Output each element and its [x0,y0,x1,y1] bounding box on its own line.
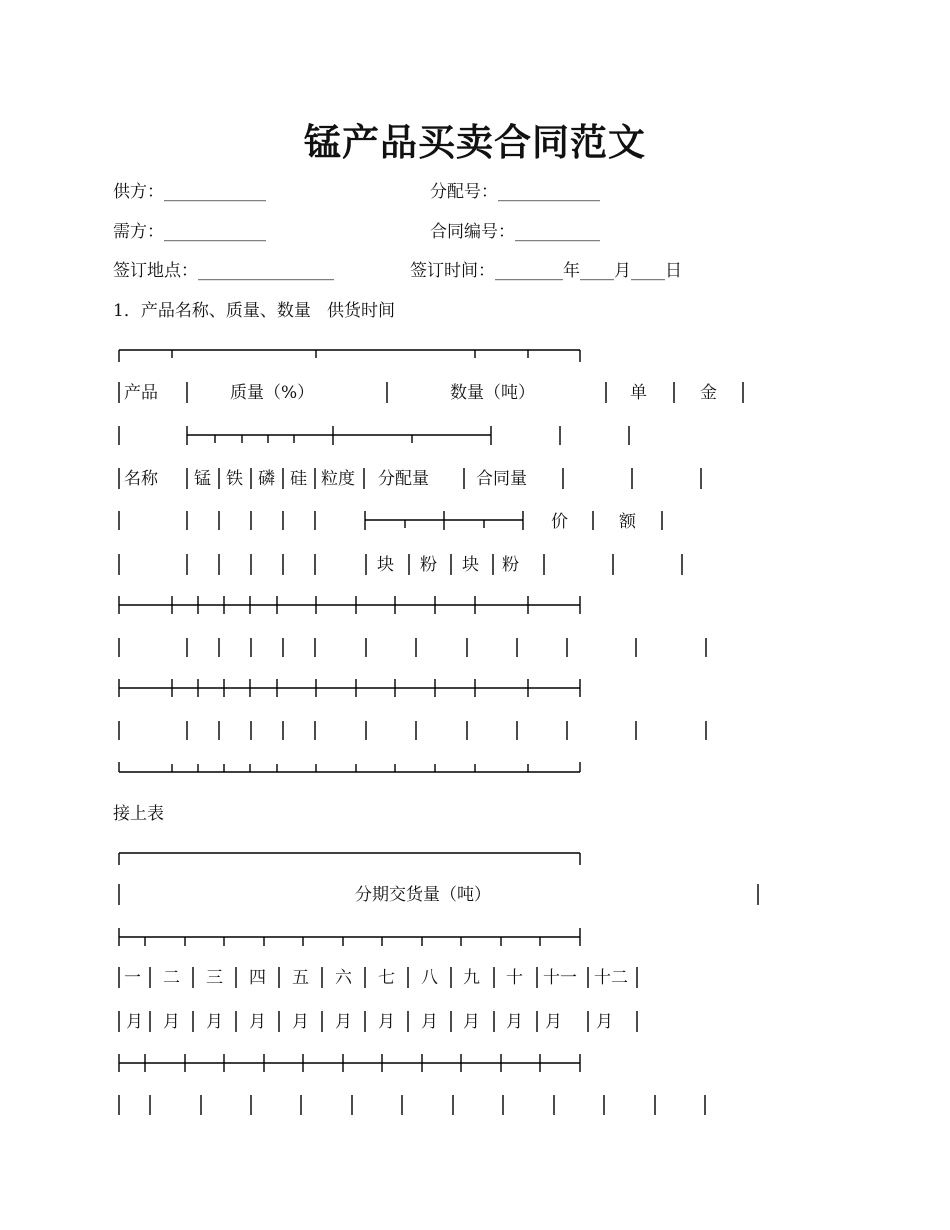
month-number: 八 [421,968,438,988]
table1-contracted-header: 合同量 [476,469,527,489]
table1-price-label: 价 [551,512,568,532]
allocation-no-field: 分配号：____________ [430,182,600,202]
table1-sub-col: 粉 [502,555,519,575]
month-word: 月 [126,1012,143,1032]
month-number: 十二 [594,968,628,988]
table1-value-label: 额 [619,512,636,532]
month-number: 七 [378,968,395,988]
month-word: 月 [292,1012,309,1032]
month-word: 月 [378,1012,395,1032]
month-number: 四 [249,968,266,988]
month-word: 月 [506,1012,523,1032]
document-title: 锰产品买卖合同范文 [304,120,646,164]
month-word: 月 [545,1012,562,1032]
table1-sub-col: 块 [462,555,479,575]
supplier-field: 供方：____________ [113,182,266,202]
table1-quantity-header: 数量（吨） [450,383,535,403]
table-1 [119,350,743,772]
month-number: 五 [292,968,309,988]
table1-quality-header: 质量（%） [230,383,315,403]
table1-amount-label: 金 [700,383,717,403]
sign-time-field: 签订时间：________年____月____日 [410,261,682,281]
table2-heading: 分期交货量（吨） [355,885,491,905]
month-word: 月 [421,1012,438,1032]
table1-q-col: 磷 [258,469,275,489]
month-number: 十 [506,968,523,988]
month-word: 月 [249,1012,266,1032]
sign-place-field: 签订地点：________________ [113,261,334,281]
table1-sub-col: 块 [377,555,394,575]
month-number: 三 [206,968,223,988]
month-word: 月 [163,1012,180,1032]
month-number: 一 [124,968,141,988]
continued-label: 接上表 [113,804,164,824]
table1-unit-label: 单 [630,383,647,403]
month-word: 月 [335,1012,352,1032]
month-number: 六 [335,968,352,988]
table1-q-col: 硅 [290,469,307,489]
table1-sub-col: 粉 [420,555,437,575]
buyer-field: 需方：____________ [113,222,266,242]
table1-allocated-header: 分配量 [378,469,429,489]
table1-q-col: 粒度 [321,469,355,489]
month-word: 月 [206,1012,223,1032]
table1-q-col: 锰 [194,469,211,489]
month-word: 月 [596,1012,613,1032]
table-2 [119,853,758,1115]
month-word: 月 [463,1012,480,1032]
contract-no-field: 合同编号：__________ [430,222,600,242]
section-1-heading: 1．产品名称、质量、数量 供货时间 [113,301,396,321]
table1-product-label: 产品 [124,383,158,403]
month-number: 二 [163,968,180,988]
table1-name-label: 名称 [124,469,158,489]
month-number: 十一 [543,968,577,988]
table1-q-col: 铁 [226,469,243,489]
month-number: 九 [463,968,480,988]
